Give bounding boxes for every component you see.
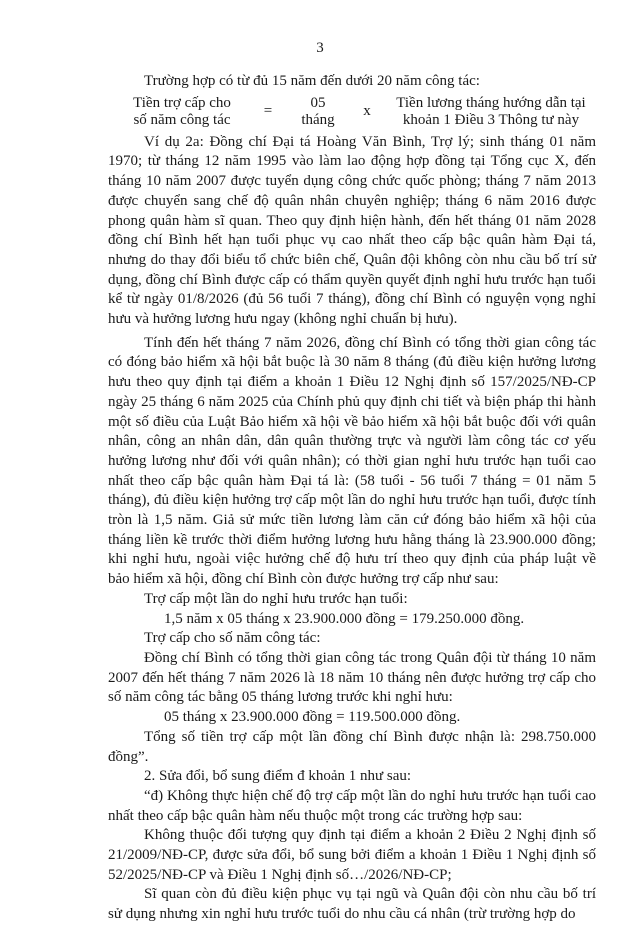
formula-months: 05 tháng <box>301 94 335 128</box>
formula-times: x <box>363 103 371 120</box>
example-paragraph: Ví dụ 2a: Đồng chí Đại tá Hoàng Văn Bình, Trợ lý; sinh tháng 01 năm 1970; từ tháng 12 năm 1995 vào làm lao động hợp đồng tại Tổng cục X, đến tháng 10 năm 2007 được tuyển dụng công chức quốc phòng; tháng 7 năm 2013 được chuyển sang chế độ quân nhân chuyên nghiệp; tháng 6 năm 2016 được phong quân hàm sĩ quan. Theo quy định hiện hành, đến hết tháng 01 năm 2028 đồng chí Bình hết hạn tuổi phục vụ cao nhất theo cấp bậc quân hàm Đại tá, nhưng do thay đổi biểu tổ chức biên chế, Quân đội không còn nhu cầu bố trí sử dụng, đồng chí Bình được cấp có thẩm quyền quyết định nghỉ hưu trước hạn tuổi kể từ ngày 01/8/2026 (đủ 56 tuổi 7 tháng), đồng chí Bình có nguyện vọng nghỉ hưu và hưởng lương hưu ngay (không nghỉ chuẩn bị hưu). <box>108 133 596 328</box>
total-allowance: Tổng số tiền trợ cấp một lần đồng chí Bình được nhận là: 298.750.000 đồng”. <box>108 728 596 765</box>
intro-paragraph: Trường hợp có từ đủ 15 năm đến dưới 20 năm công tác: <box>144 73 480 89</box>
amendment-heading: 2. Sửa đổi, bổ sung điểm đ khoản 1 như sau: <box>144 768 412 785</box>
clause-d-case-1: Không thuộc đối tượng quy định tại điểm a khoản 2 Điều 2 Nghị định số 21/2009/NĐ-CP, được sửa đổi, bổ sung bởi điểm a khoản 1 Điều 1 Nghị định số 52/2025/NĐ-CP và Điều 1 Nghị định số…/2026/NĐ-CP; <box>108 827 596 883</box>
early-retirement-heading: Trợ cấp một lần do nghỉ hưu trước hạn tuổi: <box>144 590 408 607</box>
service-years-heading: Trợ cấp cho số năm công tác: <box>144 630 321 647</box>
early-retirement-calc: 1,5 năm x 05 tháng x 23.900.000 đồng = 179.250.000 đồng. <box>164 610 525 627</box>
clause-d-paragraph: “đ) Không thực hiện chế độ trợ cấp một lần do nghỉ hưu trước hạn tuổi cao nhất theo cấp bậc quân hàm nếu thuộc một trong các trường hợp sau: <box>108 787 596 824</box>
page-number: 3 <box>316 40 324 56</box>
formula-equals: = <box>263 103 273 120</box>
formula-right-term: Tiền lương tháng hướng dẫn tại khoản 1 Điều 3 Thông tư này <box>396 94 586 128</box>
document-body <box>108 72 596 925</box>
formula-left-term: Tiền trợ cấp cho số năm công tác <box>133 94 231 128</box>
service-years-calc: 05 tháng x 23.900.000 đồng = 119.500.000 đồng. <box>164 709 461 726</box>
allowance-formula <box>108 95 596 129</box>
calculation-paragraph: Tính đến hết tháng 7 năm 2026, đồng chí Bình có tổng thời gian công tác có đóng bảo hiểm xã hội bắt buộc là 30 năm 8 tháng (đủ điều kiện hưởng lương hưu theo quy định tại điểm a khoản 1 Điều 12 Nghị định số 157/2025/NĐ-CP ngày 25 tháng 6 năm 2025 của Chính phủ quy định chi tiết và biện pháp thi hành một số điều của Luật Bảo hiểm xã hội về bảo hiểm xã hội bắt buộc đối với quân nhân, công an nhân dân, dân quân thường trực và người làm công tác cơ yếu hưởng lương như đối với quân nhân); có thời gian nghỉ hưu trước hạn tuổi cao nhất theo cấp bậc quân hàm Đại tá là: (58 tuổi - 56 tuổi 7 tháng = 01 năm 5 tháng), đủ điều kiện hưởng trợ cấp một lần do nghỉ hưu trước hạn tuổi, được tính tròn là 1,5 năm. Giả sử mức tiền lương làm căn cứ đóng bảo hiểm xã hội của tháng liền kề trước thời điểm hưởng lương hưu hằng tháng là 23.900.000 đồng; khi nghỉ hưu, ngoài việc hưởng chế độ hưu trí theo quy định của pháp luật về bảo hiểm xã hội, đồng chí Bình còn được hưởng trợ cấp như sau: <box>108 334 596 588</box>
service-years-paragraph: Đồng chí Bình có tổng thời gian công tác trong Quân đội từ tháng 10 năm 2007 đến hết tháng 7 năm 2026 là 18 năm 10 tháng nên được hưởng trợ cấp cho số năm công tác bằng 05 tháng lương trước khi nghỉ hưu: <box>108 649 596 706</box>
clause-d-case-2: Sĩ quan còn đủ điều kiện phục vụ tại ngũ và Quân đội còn nhu cầu bố trí sử dụng nhưng xin nghỉ hưu trước tuổi do nhu cầu cá nhân (trừ trường hợp do <box>108 886 596 923</box>
